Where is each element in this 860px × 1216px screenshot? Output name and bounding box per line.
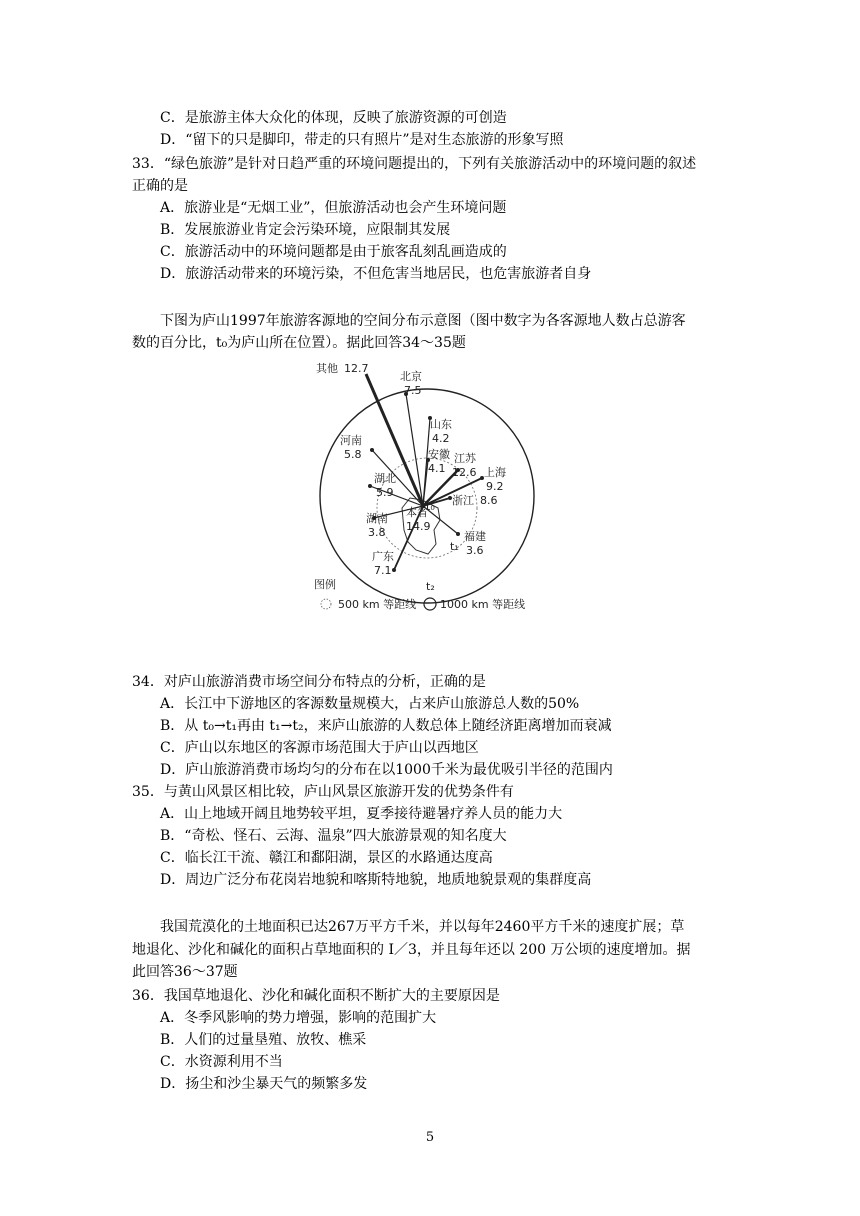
text-line-b35: B．“奇松、怪石、云海、温泉”四大旅游景观的知名度大: [160, 828, 507, 844]
label-t1: t₁: [450, 540, 459, 553]
text-line-q34: 34．对庐山旅游消费市场空间分布特点的分析，正确的是: [132, 674, 486, 690]
label-hunan-name: 湖南: [366, 512, 388, 525]
legend-500-symbol: [321, 599, 331, 609]
text-line-b33: B．发展旅游业肯定会污染环境，应限制其发展: [160, 222, 451, 238]
label-beijing-value: 7.5: [404, 384, 422, 397]
label-guangdong-name: 广东: [372, 550, 394, 563]
page-number: 5: [425, 1130, 435, 1145]
label-zhejiang-value: 8.6: [480, 494, 498, 507]
text-line-b34: B．从 t₀→t₁再由 t₁→t₂，来庐山旅游的人数总体上随经济距离增加而衰减: [160, 718, 612, 734]
text-line-c36: C．水资源利用不当: [160, 1054, 283, 1070]
label-fujian-name: 福建: [464, 530, 486, 543]
label-t2: t₂: [426, 580, 435, 593]
text-line-q35: 35．与黄山风景区相比较，庐山风景区旅游开发的优势条件有: [132, 784, 514, 800]
text-line-c32: C．是旅游主体大众化的体现，反映了旅游资源的可创造: [160, 110, 507, 126]
label-anhui-value: 4.1: [428, 462, 446, 475]
label-shanghai-value: 9.2: [486, 480, 504, 493]
circle-1000km: [320, 389, 534, 603]
text-line-a35: A．山上地域开阔且地势较平坦，夏季接待避暑疗养人员的能力大: [160, 806, 563, 822]
text-line-q36: 36．我国草地退化、沙化和碱化面积不断扩大的主要原因是: [132, 988, 500, 1004]
legend-1000-label: 1000 km 等距线: [440, 598, 526, 611]
label-henan-value: 5.8: [344, 448, 362, 461]
legend-1000-symbol: [424, 598, 436, 610]
label-other-name: 其他: [316, 362, 338, 375]
label-shandong-value: 4.2: [432, 432, 450, 445]
label-jiangsu-name: 江苏: [454, 452, 476, 465]
label-fujian-value: 3.6: [466, 544, 484, 557]
text-line-intro2b: 地退化、沙化和碱化的面积占草地面积的 I／3，并且每年还以 200 万公顷的速度增加。据: [132, 942, 691, 958]
text-line-d35: D．周边广泛分布花岗岩地貌和喀斯特地貌，地质地貌景观的集群度高: [160, 872, 592, 888]
text-line-c33: C．旅游活动中的环境问题都是由于旅客乱刻乱画造成的: [160, 244, 507, 260]
text-line-d36: D．扬尘和沙尘暴天气的频繁多发: [160, 1076, 368, 1092]
label-zhejiang-name: 浙江: [452, 494, 474, 507]
label-shanghai-name: 上海: [484, 466, 506, 479]
label-anhui-name: 安徽: [428, 448, 450, 461]
text-line-intro2a: 我国荒漠化的土地面积已达267万平方千米，并以每年2460平方千米的速度扩展；草: [160, 919, 685, 935]
text-line-b36: B．人们的过量垦殖、放牧、樵采: [160, 1032, 367, 1048]
label-hubei-name: 湖北: [374, 472, 396, 485]
text-line-d34: D．庐山旅游消费市场均匀的分布在以1000千米为最优吸引半径的范围内: [160, 762, 613, 778]
text-line-q33a: 33．“绿色旅游”是针对日趋严重的环境问题提出的，下列有关旅游活动中的环境问题的叙述: [132, 156, 697, 172]
text-line-a33: A．旅游业是“无烟工业”，但旅游活动也会产生环境问题: [160, 200, 507, 216]
label-guangdong-value: 7.1: [374, 564, 392, 577]
label-home-province-value: 14.9: [406, 520, 431, 533]
label-other-value: 12.7: [344, 362, 369, 375]
label-t0: t₀: [426, 500, 435, 513]
legend-500-label: 500 km 等距线: [338, 598, 417, 611]
text-line-c35: C．临长江干流、赣江和鄱阳湖，景区的水路通达度高: [160, 850, 493, 866]
label-hubei-value: 5.9: [376, 486, 394, 499]
label-home-province-name: 本省: [406, 506, 428, 519]
text-line-intro1a: 下图为庐山1997年旅游客源地的空间分布示意图（图中数字为各客源地人数占总游客: [160, 313, 686, 329]
text-line-c34: C．庐山以东地区的客源市场范围大于庐山以西地区: [160, 740, 479, 756]
tourist-origin-map: [310, 358, 550, 618]
text-line-intro2c: 此回答36～37题: [132, 964, 238, 980]
text-line-a34: A．长江中下游地区的客源数量规模大，占来庐山旅游总人数的50%: [160, 696, 580, 712]
text-line-d32: D．“留下的只是脚印，带走的只有照片”是对生态旅游的形象写照: [160, 132, 564, 148]
label-henan-name: 河南: [340, 434, 362, 447]
label-hunan-value: 3.8: [368, 526, 386, 539]
text-line-a36: A．冬季风影响的势力增强，影响的范围扩大: [160, 1010, 437, 1026]
text-line-intro1b: 数的百分比，t₀为庐山所在位置）。据此回答34～35题: [132, 335, 466, 351]
label-shandong-name: 山东: [430, 418, 452, 431]
label-beijing-name: 北京: [400, 370, 422, 383]
text-line-d33: D．旅游活动带来的环境污染，不但危害当地居民，也危害旅游者自身: [160, 266, 592, 282]
text-line-q33b: 正确的是: [132, 178, 188, 194]
label-jiangsu-value: 12.6: [452, 466, 477, 479]
legend-title: 图例: [314, 578, 336, 591]
